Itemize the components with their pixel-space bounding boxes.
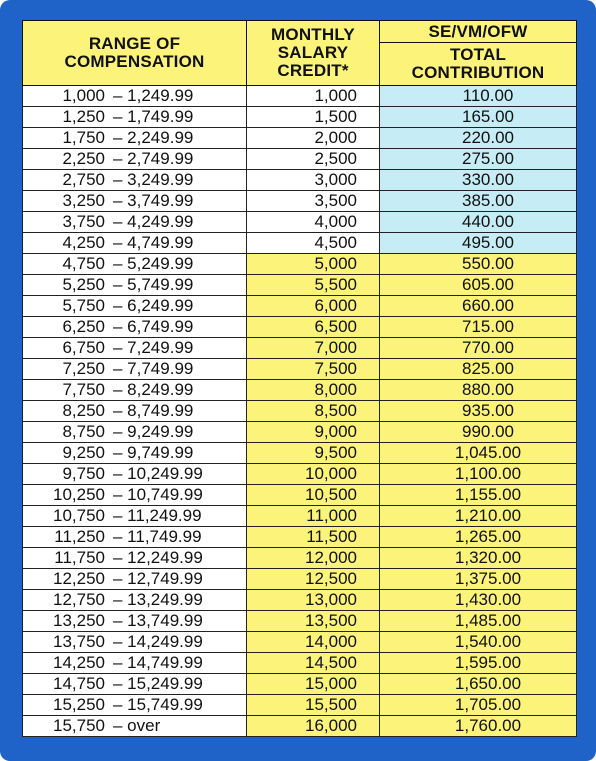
range-to: – 8,749.99: [113, 401, 194, 420]
msc-cell: 11,000: [247, 506, 380, 527]
range-to: – 2,749.99: [113, 149, 194, 168]
range-cell: [23, 107, 247, 128]
msc-cell: 15,000: [247, 674, 380, 695]
range-to: – 10,249.99: [113, 464, 203, 483]
table-row: [23, 548, 577, 569]
table-row: [23, 653, 577, 674]
range-from: 15,250: [53, 695, 105, 714]
total-contribution-cell: 1,540.00: [380, 632, 577, 653]
range-to: – 11,749.99: [113, 527, 202, 546]
range-cell: [23, 653, 247, 674]
table-row: [23, 401, 577, 422]
range-cell: [23, 275, 247, 296]
range-cell: [23, 254, 247, 275]
range-to: – 4,749.99: [113, 233, 194, 252]
range-from: 1,250: [62, 107, 105, 126]
range-from: 11,250: [54, 527, 105, 546]
contribution-table: [22, 20, 577, 737]
total-contribution-cell: 110.00: [380, 86, 577, 107]
msc-cell: 5,000: [247, 254, 380, 275]
range-from: 5,250: [62, 275, 105, 294]
range-cell: [23, 422, 247, 443]
range-from: 3,250: [62, 191, 105, 210]
msc-cell: 11,500: [247, 527, 380, 548]
total-contribution-cell: 880.00: [380, 380, 577, 401]
range-cell: [23, 590, 247, 611]
range-cell: [23, 401, 247, 422]
table-row: [23, 443, 577, 464]
range-from: 7,250: [62, 359, 105, 378]
range-cell: [23, 296, 247, 317]
range-from: 4,750: [62, 254, 105, 273]
range-cell: [23, 170, 247, 191]
header-monthly-salary-credit: MONTHLY SALARY CREDIT*: [247, 21, 380, 86]
table-row: [23, 233, 577, 254]
range-from: 10,250: [53, 485, 105, 504]
range-from: 10,750: [53, 506, 105, 525]
range-to: – 6,249.99: [113, 296, 194, 315]
range-from: 6,250: [62, 317, 105, 336]
range-to: – 13,249.99: [113, 590, 203, 609]
range-to: – 5,249.99: [113, 254, 194, 273]
range-to: – 7,749.99: [113, 359, 194, 378]
range-cell: [23, 212, 247, 233]
range-to: – 12,249.99: [113, 548, 203, 567]
msc-cell: 16,000: [247, 716, 380, 737]
table-row: [23, 506, 577, 527]
range-to: – over: [113, 716, 161, 735]
range-from: 14,250: [53, 653, 105, 672]
range-cell: [23, 149, 247, 170]
range-cell: [23, 695, 247, 716]
msc-cell: 12,000: [247, 548, 380, 569]
range-cell: [23, 716, 247, 737]
msc-cell: 14,500: [247, 653, 380, 674]
range-from: 2,250: [62, 149, 105, 168]
range-to: – 2,249.99: [113, 128, 194, 147]
range-from: 1,000: [62, 86, 105, 105]
range-from: 13,750: [53, 632, 105, 651]
msc-cell: 5,500: [247, 275, 380, 296]
total-contribution-cell: 990.00: [380, 422, 577, 443]
msc-cell: 10,000: [247, 464, 380, 485]
range-from: 9,250: [62, 443, 105, 462]
total-contribution-cell: 1,210.00: [380, 506, 577, 527]
total-contribution-cell: 550.00: [380, 254, 577, 275]
range-to: – 3,749.99: [113, 191, 194, 210]
msc-cell: 3,000: [247, 170, 380, 191]
total-contribution-cell: 825.00: [380, 359, 577, 380]
table-row: [23, 674, 577, 695]
msc-cell: 10,500: [247, 485, 380, 506]
range-cell: [23, 548, 247, 569]
range-from: 8,250: [62, 401, 105, 420]
msc-cell: 12,500: [247, 569, 380, 590]
range-to: – 14,749.99: [113, 653, 203, 672]
total-contribution-cell: 1,430.00: [380, 590, 577, 611]
range-from: 9,750: [62, 464, 105, 483]
header-total-contribution: TOTAL CONTRIBUTION: [380, 43, 577, 86]
range-cell: [23, 191, 247, 212]
total-contribution-cell: 440.00: [380, 212, 577, 233]
msc-cell: 7,000: [247, 338, 380, 359]
msc-cell: 14,000: [247, 632, 380, 653]
total-contribution-cell: 1,760.00: [380, 716, 577, 737]
total-contribution-cell: 1,485.00: [380, 611, 577, 632]
range-cell: [23, 380, 247, 401]
range-from: 5,750: [62, 296, 105, 315]
range-from: 14,750: [53, 674, 105, 693]
total-contribution-cell: 935.00: [380, 401, 577, 422]
table-row: [23, 716, 577, 737]
table-row: [23, 275, 577, 296]
range-cell: [23, 128, 247, 149]
table-row: [23, 569, 577, 590]
range-cell: [23, 317, 247, 338]
range-to: – 5,749.99: [113, 275, 194, 294]
msc-cell: 4,000: [247, 212, 380, 233]
table-row: [23, 527, 577, 548]
range-cell: [23, 632, 247, 653]
msc-cell: 4,500: [247, 233, 380, 254]
table-row: [23, 107, 577, 128]
range-cell: [23, 443, 247, 464]
range-from: 12,250: [53, 569, 105, 588]
total-contribution-cell: 1,045.00: [380, 443, 577, 464]
range-to: – 11,249.99: [113, 506, 202, 525]
table-row: [23, 128, 577, 149]
table-row: [23, 632, 577, 653]
total-contribution-cell: 660.00: [380, 296, 577, 317]
range-from: 8,750: [62, 422, 105, 441]
range-to: – 10,749.99: [113, 485, 203, 504]
range-to: – 1,749.99: [113, 107, 194, 126]
range-from: 4,250: [62, 233, 105, 252]
table-header: [23, 21, 577, 86]
total-contribution-cell: 605.00: [380, 275, 577, 296]
table-row: [23, 212, 577, 233]
table-row: [23, 170, 577, 191]
total-contribution-cell: 1,375.00: [380, 569, 577, 590]
total-contribution-cell: 1,705.00: [380, 695, 577, 716]
table-row: [23, 485, 577, 506]
msc-cell: 3,500: [247, 191, 380, 212]
range-cell: [23, 233, 247, 254]
range-to: – 13,749.99: [113, 611, 203, 630]
table-row: [23, 86, 577, 107]
msc-cell: 15,500: [247, 695, 380, 716]
range-from: 11,750: [54, 548, 105, 567]
total-contribution-cell: 165.00: [380, 107, 577, 128]
range-to: – 9,749.99: [113, 443, 194, 462]
total-contribution-cell: 1,595.00: [380, 653, 577, 674]
range-from: 2,750: [62, 170, 105, 189]
table-body: [23, 86, 577, 737]
table-row: [23, 149, 577, 170]
range-cell: [23, 485, 247, 506]
range-to: – 12,749.99: [113, 569, 203, 588]
total-contribution-cell: 1,100.00: [380, 464, 577, 485]
range-to: – 6,749.99: [113, 317, 194, 336]
msc-cell: 8,000: [247, 380, 380, 401]
msc-cell: 1,500: [247, 107, 380, 128]
range-to: – 4,249.99: [113, 212, 194, 231]
range-cell: [23, 506, 247, 527]
msc-cell: 8,500: [247, 401, 380, 422]
table-row: [23, 464, 577, 485]
table-row: [23, 590, 577, 611]
total-contribution-cell: 1,265.00: [380, 527, 577, 548]
msc-cell: 6,500: [247, 317, 380, 338]
msc-cell: 1,000: [247, 86, 380, 107]
range-cell: [23, 86, 247, 107]
range-from: 1,750: [62, 128, 105, 147]
table-row: [23, 422, 577, 443]
table-row: [23, 695, 577, 716]
msc-cell: 2,500: [247, 149, 380, 170]
table-row: [23, 380, 577, 401]
range-to: – 15,249.99: [113, 674, 203, 693]
range-from: 3,750: [62, 212, 105, 231]
range-to: – 3,249.99: [113, 170, 194, 189]
header-se-vm-ofw: SE/VM/OFW: [380, 21, 577, 43]
range-to: – 7,249.99: [113, 338, 194, 357]
msc-cell: 9,000: [247, 422, 380, 443]
msc-cell: 2,000: [247, 128, 380, 149]
range-from: 6,750: [62, 338, 105, 357]
range-to: – 8,249.99: [113, 380, 194, 399]
msc-cell: 7,500: [247, 359, 380, 380]
msc-cell: 9,500: [247, 443, 380, 464]
range-cell: [23, 527, 247, 548]
range-cell: [23, 359, 247, 380]
range-cell: [23, 569, 247, 590]
msc-cell: 13,000: [247, 590, 380, 611]
total-contribution-cell: 220.00: [380, 128, 577, 149]
total-contribution-cell: 1,155.00: [380, 485, 577, 506]
total-contribution-cell: 495.00: [380, 233, 577, 254]
table-row: [23, 296, 577, 317]
total-contribution-cell: 385.00: [380, 191, 577, 212]
range-cell: [23, 338, 247, 359]
table-row: [23, 359, 577, 380]
range-to: – 9,249.99: [113, 422, 194, 441]
range-to: – 1,249.99: [113, 86, 194, 105]
total-contribution-cell: 715.00: [380, 317, 577, 338]
range-to: – 14,249.99: [113, 632, 203, 651]
total-contribution-cell: 275.00: [380, 149, 577, 170]
range-cell: [23, 674, 247, 695]
range-from: 12,750: [53, 590, 105, 609]
range-cell: [23, 464, 247, 485]
header-range-of-compensation: RANGE OF COMPENSATION: [23, 21, 247, 86]
total-contribution-cell: 330.00: [380, 170, 577, 191]
table-row: [23, 338, 577, 359]
table-row: [23, 611, 577, 632]
table-row: [23, 317, 577, 338]
range-cell: [23, 611, 247, 632]
msc-cell: 6,000: [247, 296, 380, 317]
total-contribution-cell: 770.00: [380, 338, 577, 359]
total-contribution-cell: 1,320.00: [380, 548, 577, 569]
range-from: 15,750: [53, 716, 105, 735]
table-row: [23, 254, 577, 275]
range-to: – 15,749.99: [113, 695, 203, 714]
msc-cell: 13,500: [247, 611, 380, 632]
range-from: 7,750: [62, 380, 105, 399]
table-row: [23, 191, 577, 212]
range-from: 13,250: [53, 611, 105, 630]
total-contribution-cell: 1,650.00: [380, 674, 577, 695]
